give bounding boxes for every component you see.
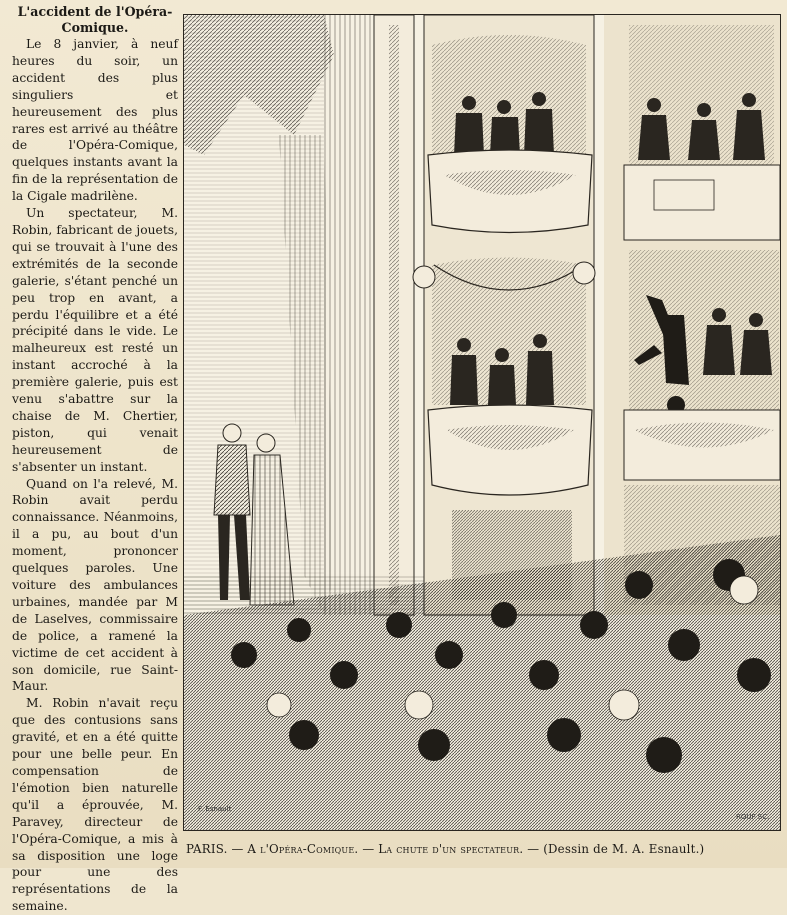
article-headline: L'accident de l'Opéra-Comique. <box>17 4 173 35</box>
upper-box-spectators <box>454 92 554 155</box>
second-gallery-rail <box>624 165 780 240</box>
article-paragraph-4: M. Robin n'avait reçu que des contusions sans gravité, et en a été quitte pour une belle peur. En compensation de l'émotion bien naturelle qu'il a éprouvée, M. Paravey, directeur de l'Opéra-Comique, a mis à sa disposition une loge pour une des représentations de la semaine. <box>12 696 178 914</box>
article-paragraph-3: Quand on l'a relevé, M. Robin avait perdu connaissance. Néanmoins, il a pu, au bout d'un moment, prononcer quelques paroles. Une voiture des ambulances urbaines, mandée par M de Laselves, commissaire de police, a ramené la victime de cet accident à son domicile, rue Saint-Maur. <box>12 476 178 694</box>
caption-credit: — (Dessin de M. A. Esnault.) <box>527 842 705 856</box>
caption-place: — A l'Opéra-Comique. <box>231 842 359 856</box>
cherub-right <box>573 262 595 284</box>
caption-title: — La chute d'un spectateur. <box>362 842 524 856</box>
artist-signature: F. Esnault <box>198 805 232 813</box>
engraver-signature: ROUF SC. <box>736 813 770 821</box>
cherub-left <box>413 266 435 288</box>
caption-city: PARIS. <box>186 842 228 856</box>
article-paragraph-1: Le 8 janvier, à neuf heures du soir, un accident des plus singuliers et heureusement des plus rares est arrivé au théâtre de l'Opéra-Comique, quelques instants avant la fin de la représentation de la Cigale madrilène. <box>12 37 178 204</box>
middle-box-balcony <box>428 405 592 495</box>
proscenium-column-left <box>324 15 374 615</box>
article-column <box>12 4 178 915</box>
theatre-scene <box>184 15 780 830</box>
article-paragraph-2: Un spectateur, M. Robin, fabricant de jouets, qui se trouvait à l'une des extrémités de la seconde galerie, s'étant penché un peu trop en avant, a perdu l'équilibre et a été précipité dans le vide. Le malheureux est resté un instant accroché à la première galerie, puis est venu s'abattre sur la chaise de M. Chertier, piston, qui venait heureusement de s'absenter un instant. <box>12 206 178 474</box>
illustration-caption <box>186 842 782 856</box>
engraving-illustration <box>183 14 781 831</box>
